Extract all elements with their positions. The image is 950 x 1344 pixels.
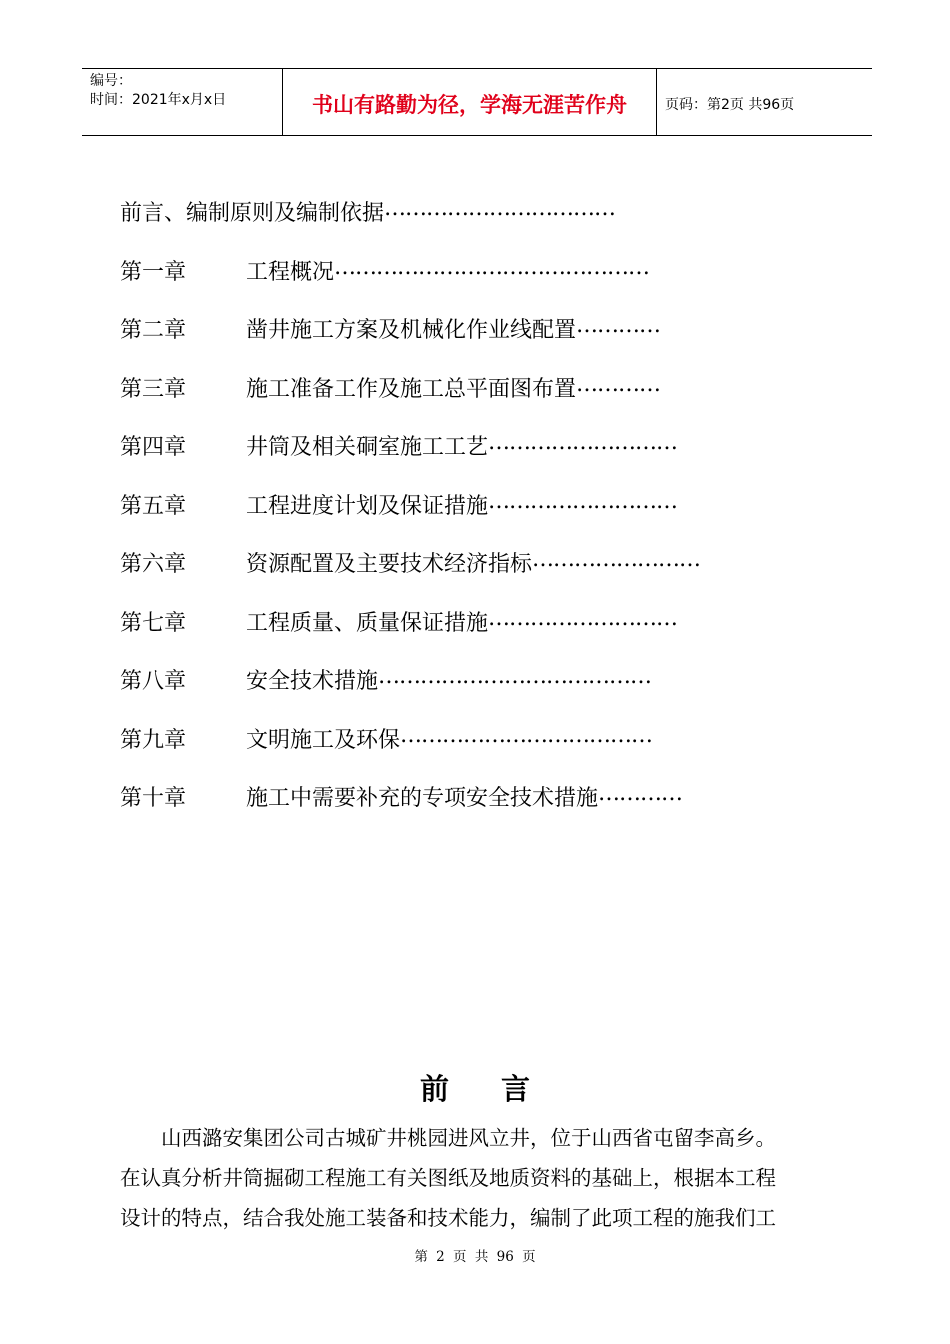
toc-title: 前言、编制原则及编制依据 (120, 201, 385, 226)
number-label: 编号： (90, 73, 132, 89)
toc-chapter: 第十章 (120, 786, 187, 811)
header-motto: 书山有路勤为径，学海无涯苦作舟 (283, 69, 657, 135)
toc-item (120, 489, 780, 548)
toc-item (120, 723, 780, 782)
toc-chapter: 第一章 (120, 259, 187, 285)
time-label: 时间：2021年x月x日 (90, 92, 227, 108)
toc-item (120, 372, 780, 431)
toc-chapter: 第九章 (120, 727, 187, 753)
preface-title: 前言 (419, 1072, 582, 1106)
toc-title: 资源配置及主要技术经济指标 (246, 552, 533, 577)
preface-line: 设计的特点，结合我处施工装备和技术能力，编制了此项工程的施我们工 (120, 1206, 776, 1230)
toc-item (120, 781, 780, 840)
toc-item (120, 547, 780, 606)
toc-dots: ………… (576, 371, 661, 397)
toc-dots: …………………… (532, 547, 701, 572)
toc-title: 井筒及相关硐室施工工艺 (246, 435, 489, 460)
toc-item (120, 430, 780, 489)
toc-item (120, 313, 780, 372)
toc-dots: ………… (598, 781, 683, 806)
toc-chapter: 第二章 (120, 318, 187, 343)
toc-dots: …………………………… (384, 196, 616, 221)
toc-chapter: 第四章 (120, 435, 187, 460)
preface-body (120, 1118, 840, 1238)
toc-item (120, 255, 780, 314)
toc-title: 文明施工及环保 (246, 727, 401, 753)
toc-chapter: 第三章 (120, 376, 187, 402)
toc-title: 工程质量、质量保证措施 (246, 610, 489, 636)
toc-title: 凿井施工方案及机械化作业线配置 (246, 318, 577, 343)
toc-item (120, 664, 780, 723)
toc-dots: ………………………………… (378, 664, 652, 689)
toc-dots: ……………………………………… (334, 254, 650, 280)
page-footer: 第 2 页 共 96 页 (414, 1249, 536, 1265)
table-of-contents (120, 196, 780, 840)
toc-chapter: 第八章 (120, 669, 187, 694)
preface-line: 山西潞安集团公司古城矿井桃园进风立井，位于山西省屯留李高乡。 (161, 1126, 776, 1150)
toc-item (120, 196, 780, 255)
toc-title: 工程进度计划及保证措施 (246, 493, 489, 519)
toc-dots: ……………………… (488, 605, 678, 631)
toc-dots: ……………………… (488, 430, 678, 455)
toc-dots: ………… (576, 313, 661, 338)
toc-item (120, 606, 780, 665)
toc-title: 施工准备工作及施工总平面图布置 (246, 376, 577, 402)
header-meta (82, 69, 283, 135)
header-page-label: 页码：第2页 共96页 (665, 97, 795, 113)
toc-title: 安全技术措施 (246, 669, 379, 694)
toc-chapter: 第五章 (120, 493, 187, 519)
toc-dots: ……………………… (488, 488, 678, 514)
toc-title: 工程概况 (246, 259, 335, 285)
toc-chapter: 第六章 (120, 552, 187, 577)
toc-title: 施工中需要补充的专项安全技术措施 (246, 786, 599, 811)
page-header (82, 68, 872, 136)
preface-line: 在认真分析井筒掘砌工程施工有关图纸及地质资料的基础上，根据本工程 (120, 1166, 776, 1190)
toc-dots: ……………………………… (400, 722, 653, 748)
toc-chapter: 第七章 (120, 610, 187, 636)
